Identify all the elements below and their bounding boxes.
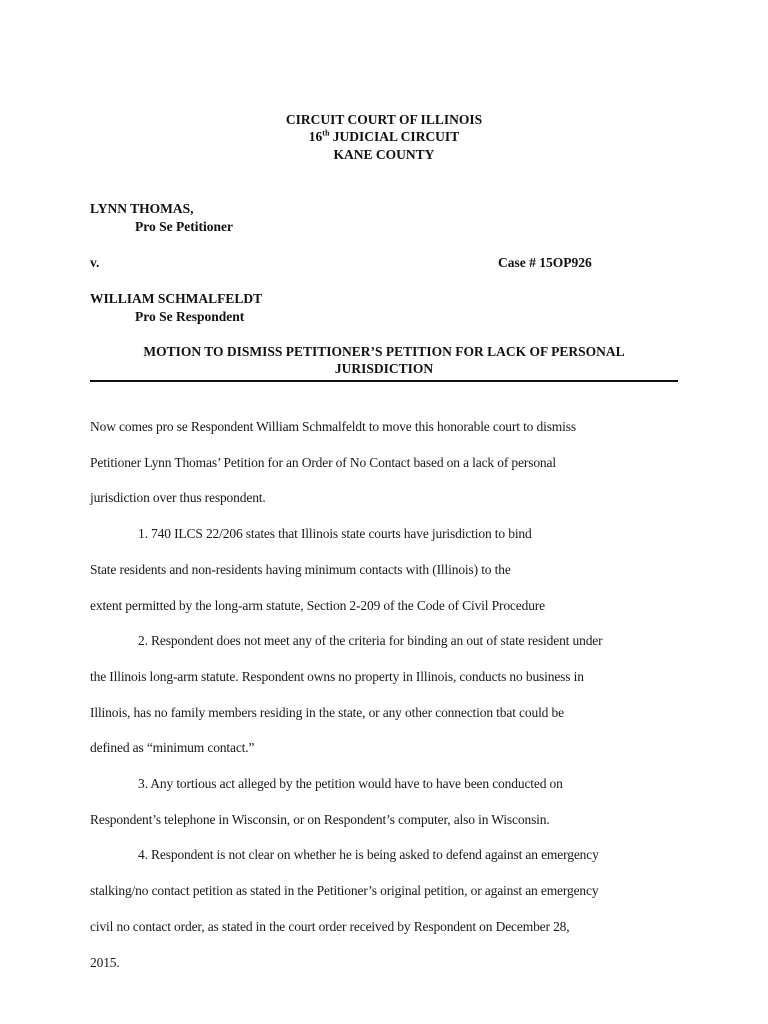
petitioner-role: Pro Se Petitioner: [135, 219, 233, 234]
paragraph-2-line-3: Illinois, has no family members residing in the state, or any other connection tbat could be: [90, 705, 564, 720]
circuit-number: 16: [308, 129, 323, 144]
paragraph-3-line-2: Respondent’s telephone in Wisconsin, or on Respondent’s computer, also in Wisconsin.: [90, 812, 550, 827]
paragraph-2-line-2: the Illinois long-arm statute. Respondent owns no property in Illinois, conducts no business in: [90, 669, 584, 684]
court-name: CIRCUIT COURT OF ILLINOIS: [285, 112, 483, 127]
county-name: KANE COUNTY: [333, 147, 435, 162]
motion-title-line-2: JURISDICTION: [334, 361, 434, 376]
paragraph-3-line-1: 3. Any tortious act alleged by the petition would have to have been conducted on: [138, 776, 563, 791]
respondent-role: Pro Se Respondent: [135, 309, 245, 324]
paragraph-2-line-1: 2. Respondent does not meet any of the criteria for binding an out of state resident under: [138, 633, 603, 648]
paragraph-4-line-3: civil no contact order, as stated in the court order received by Respondent on December 28,: [90, 919, 570, 934]
paragraph-4-line-1: 4. Respondent is not clear on whether he is being asked to defend against an emergency: [138, 847, 599, 862]
versus-label: v.: [90, 255, 100, 270]
respondent-name: WILLIAM SCHMALFELDT: [90, 291, 263, 306]
circuit-label: JUDICIAL CIRCUIT: [329, 129, 460, 144]
judicial-circuit: [0, 129, 768, 145]
paragraph-1-line-2: State residents and non-residents having minimum contacts with (Illinois) to the: [90, 562, 511, 577]
title-underline-rule: [90, 380, 678, 382]
paragraph-1-line-3: extent permitted by the long-arm statute, Section 2-209 of the Code of Civil Procedure: [90, 598, 545, 613]
intro-line-2: Petitioner Lynn Thomas’ Petition for an Order of No Contact based on a lack of personal: [90, 455, 556, 470]
case-number: Case # 15OP926: [498, 255, 592, 270]
intro-line-3: jurisdiction over thus respondent.: [90, 490, 266, 505]
petitioner-name: LYNN THOMAS,: [90, 201, 194, 216]
motion-title-line-1: MOTION TO DISMISS PETITIONER’S PETITION FOR LACK OF PERSONAL: [143, 344, 625, 359]
circuit-ordinal-suffix: th: [322, 128, 330, 138]
paragraph-4-line-2: stalking/no contact petition as stated in the Petitioner’s original petition, or against an emergency: [90, 883, 599, 898]
paragraph-1-line-1: 1. 740 ILCS 22/206 states that Illinois state courts have jurisdiction to bind: [138, 526, 532, 541]
paragraph-2-line-4: defined as “minimum contact.”: [90, 740, 255, 755]
intro-line-1: Now comes pro se Respondent William Schmalfeldt to move this honorable court to dismiss: [90, 419, 576, 434]
paragraph-4-line-4: 2015.: [90, 955, 120, 970]
